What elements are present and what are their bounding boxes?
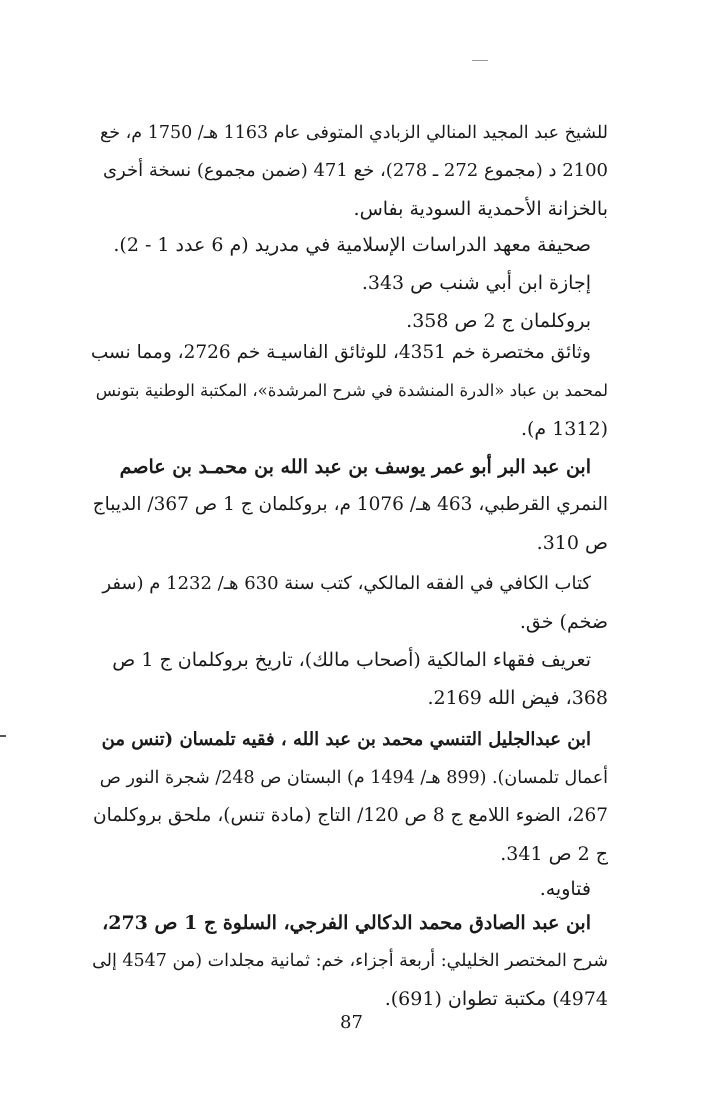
entry-paragraph-7 <box>91 721 608 873</box>
text-line: ضخم) خق. <box>519 611 608 633</box>
text-line: كتاب الكافي في الفقه المالكي، كتب سنة 630 هـ/ 1232 م (سفر <box>102 573 591 594</box>
text-line: ج 2 ص 341. <box>500 843 608 865</box>
text-line: 4974) مكتبة تطوان (691). <box>384 988 608 1010</box>
entry-paragraph-9 <box>91 904 608 1018</box>
edge-mark <box>0 735 6 737</box>
text-line: 2100 د (مجموع 272 ـ 278)، خع 471 (ضمن مجموع) نسخة أخرى <box>102 160 608 181</box>
page-number: 87 <box>340 1012 363 1033</box>
text-line: تعريف فقهاء المالكية (أصحاب مالك)، تاريخ بروكلمان ج 1 ص <box>112 649 591 671</box>
entry-heading: ابن عبد البر أبو عمر يوسف بن عبد الله بن محمـد بن عاصم <box>119 456 591 478</box>
text-line: شرح المختصر الخليلي: أربعة أجزاء، خم: ثمانية مجلدات (من 4547 إلى <box>92 951 608 971</box>
text-line: ص 310. <box>536 532 608 554</box>
entry-paragraph-2 <box>91 226 591 340</box>
entry-paragraph-4 <box>91 448 608 562</box>
text-line: صحيفة معهد الدراسات الإسلامية في مدريد (م 6 عدد 1 - 2). <box>113 234 591 256</box>
text-line: وثائق مختصرة خم 4351، للوثائق الفاسيـة خم 2726، ومما نسب <box>90 342 591 363</box>
entry-heading: ابن عبد الصادق محمد الدكالي الفرجي، السلوة ج 1 ص 273، <box>102 912 591 934</box>
text-line: أعمال تلمسان). (899 هـ/ 1494 م) البستان ص 248/ شجرة النور ص <box>99 768 608 788</box>
text-line: للشيخ عبد المجيد المنالي الزبادي المتوفى عام 1163 هـ/ 1750 م، خع <box>99 123 608 143</box>
text-line: فتاويه. <box>539 878 591 900</box>
text-line: النمري القرطبي، 463 هـ/ 1076 م، بروكلمان ج 1 ص 367/ الديباج <box>92 494 608 515</box>
entry-paragraph-6 <box>91 641 608 717</box>
stray-mark <box>472 60 488 61</box>
text-line: بروكلمان ج 2 ص 358. <box>406 310 591 332</box>
entry-paragraph-1 <box>91 114 608 228</box>
entry-paragraph-8 <box>91 870 608 908</box>
entry-paragraph-3 <box>91 334 608 448</box>
text-line: لمحمد بن عباد «الدرة المنشدة في شرح المرشدة»، المكتبة الوطنية بتونس <box>95 381 608 400</box>
entry-paragraph-5 <box>91 565 608 641</box>
text-line: (1312 م). <box>520 418 608 440</box>
entry-heading: ابن عبدالجليل التنسي محمد بن عبد الله ، فقيه تلمسان (تنس من <box>101 729 591 750</box>
text-line: 267، الضوء اللامع ج 8 ص 120/ التاج (مادة تنس)، ملحق بروكلمان <box>93 805 608 826</box>
text-line: إجازة ابن أبي شنب ص 343. <box>361 272 591 294</box>
text-line: بالخزانة الأحمدية السودية بفاس. <box>353 198 608 220</box>
text-line: 368، فيض الله 2169. <box>427 687 608 709</box>
